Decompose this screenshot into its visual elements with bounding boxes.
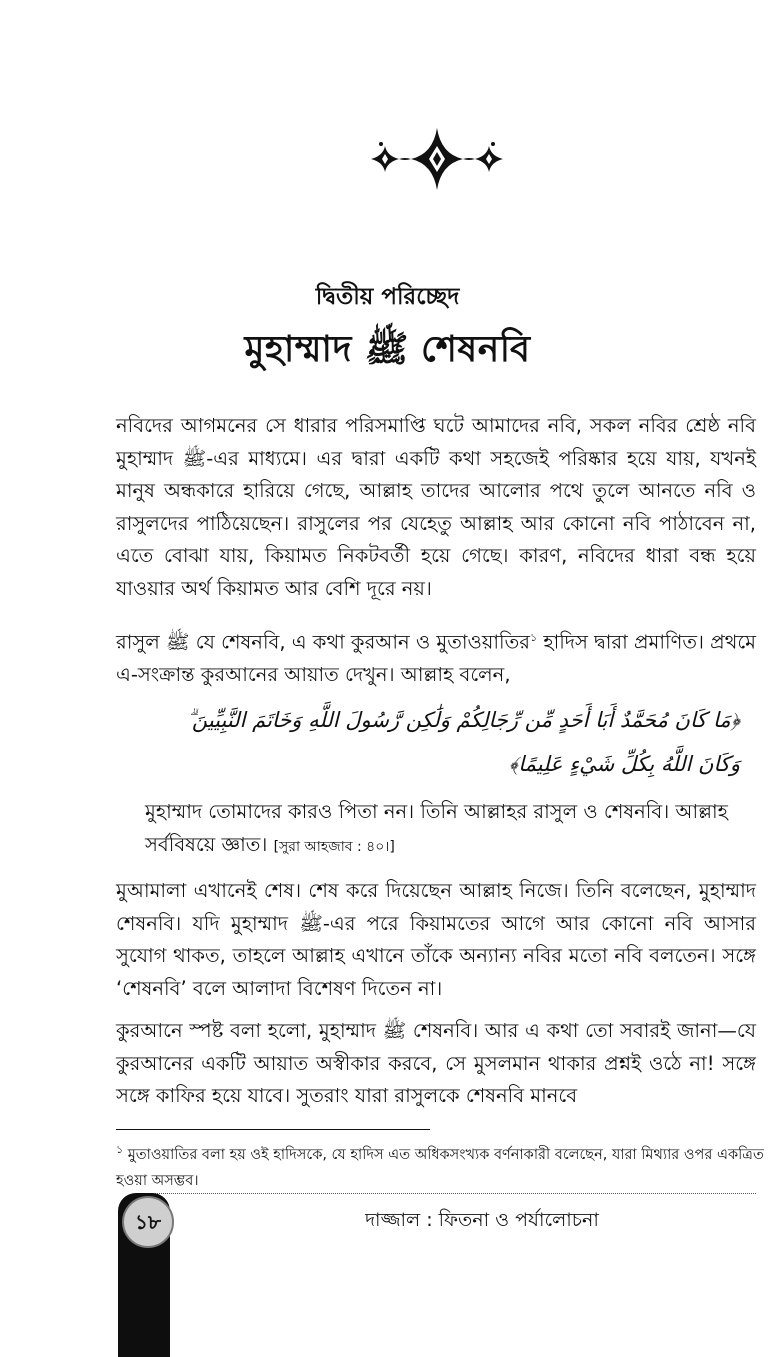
footnote-divider [116, 1129, 430, 1130]
running-book-title: দাজ্জাল : ফিতনা ও পর্যালোচনা [365, 1209, 599, 1231]
star-ornament-icon [367, 124, 507, 194]
footnote-text: মুতাওয়াতির বলা হয় ওই হাদিসকে, যে হাদিস এত অধিকসংখ্যক বর্ণনাকারী বলেছেন, যারা মিথ্যার ওপর একত্রিত হওয়া অসম্ভব। [116, 1146, 764, 1189]
page-number: ১৮ [122, 1196, 174, 1248]
quran-verse-arabic: ﴿مَا كَانَ مُحَمَّدٌ أَبَا أَحَدٍ مِّن رِّجَالِكُمْ وَلَٰكِن رَّسُولَ اللَّهِ وَخَاتَمَ النَّبِيِّينَ ۗ وَكَانَ اللَّهُ بِكُلِّ شَيْءٍ عَلِيمًا﴾ [186, 708, 740, 776]
chapter-label: দ্বিতীয় পরিচ্ছেদ [315, 284, 460, 310]
footnote-number: ১ [116, 1143, 124, 1156]
salutation-glyph: ﷺ [364, 329, 409, 370]
chapter-title [0, 322, 775, 382]
chapter-title-subtitle: শেষনবি [420, 329, 531, 370]
paragraph-4: কুরআনে স্পষ্ট বলা হলো, মুহাম্মাদ ﷺ শেষনবি। আর এ কথা তো সবারই জানা—যে কুরআনের একটি আয়াত অস্বীকার করবে, সে মুসলমান থাকার প্রশ্নই ওঠে না! সঙ্গে সঙ্গে কাফির হয়ে যাবে। সুতরাং যারা রাসুলকে শেষনবি মানবে [116, 1019, 756, 1107]
quran-translation [145, 796, 745, 863]
paragraph-2 [116, 622, 756, 692]
paragraph-2-text-start: রাসুল ﷺ যে শেষনবি, এ কথা কুরআন ও মুতাওয়াতির [116, 630, 530, 654]
chapter-title-name: মুহাম্মাদ [244, 329, 352, 370]
paragraph-3: মুআমালা এখানেই শেষ। শেষ করে দিয়েছেন আল্লাহ নিজে। তিনি বলেছেন, মুহাম্মাদ শেষনবি। যদি মুহাম্মাদ ﷺ-এর পরে কিয়ামতের আগে আর কোনো নবি আসার সুযোগ থাকত, তাহলে আল্লাহ এখানে তাঁকে অন্যান্য নবির মতো নবি বলতেন। সঙ্গে ‘শেষনবি’ বলে আলাদা বিশেষণ দিতেন না। [116, 879, 756, 1000]
footnote [116, 1137, 764, 1194]
verse-reference: [সুরা আহজাব : ৪০।] [273, 838, 395, 855]
paragraph-1: নবিদের আগমনের সে ধারার পরিসমাপ্তি ঘটে আমাদের নবি, সকল নবির শ্রেষ্ঠ নবি মুহাম্মাদ ﷺ-এর মাধ্যমে। এর দ্বারা একটি কথা সহজেই পরিষ্কার হয়ে যায়, যখনই মানুষ অন্ধকারে হারিয়ে গেছে, আল্লাহ তাদের আলোর পথে তুলে আনতে নবি ও রাসুলদের পাঠিয়েছেন। রাসুলের পর যেহেতু আল্লাহ আর কোনো নবি পাঠাবেন না, এতে বোঝা যায়, কিয়ামত নিকটবর্তী হয়ে গেছে। কারণ, নবিদের ধারা বন্ধ হয়ে যাওয়ার অর্থ কিয়ামত আর বেশি দূরে নয়। [116, 414, 757, 600]
paragraph-2-text-end: হাদিস দ্বারা প্রমাণিত। প্রথমে এ-সংক্রান্ত কুরআনের আয়াত দেখুন। আল্লাহ বলেন, [116, 630, 757, 686]
footer-divider [150, 1193, 756, 1194]
footnote-marker: ১ [529, 631, 538, 644]
translation-text: মুহাম্মাদ তোমাদের কারও পিতা নন। তিনি আল্লাহর রাসুল ও শেষনবি। আল্লাহ সর্ববিষয়ে জ্ঞাত। [145, 800, 728, 856]
